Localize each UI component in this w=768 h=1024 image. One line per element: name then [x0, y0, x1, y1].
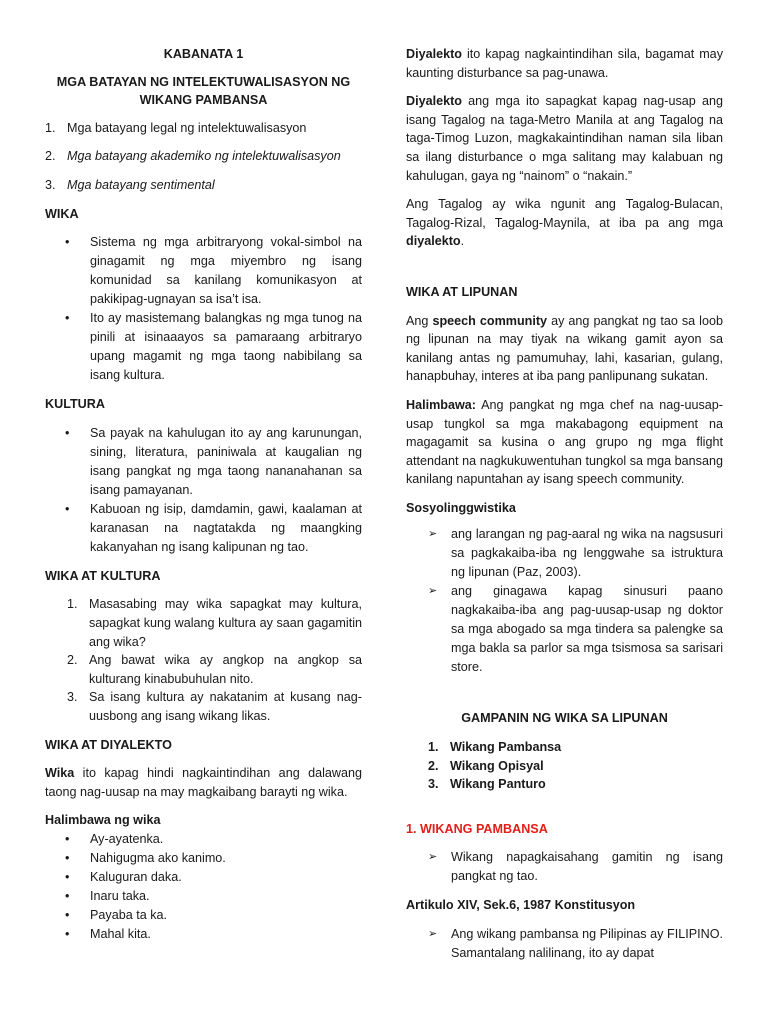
artikulo-heading: Artikulo XIV, Sek.6, 1987 Konstitusyon	[406, 898, 636, 913]
speech-community-example: Halimbawa: Ang pangkat ng mga chef na nag-uusap-usap tungkol sa mga makabagong equipment na magagamit sa kusina o ang grupo ng mga flight attendant na nagkukuwentuhan tungkol sa mga bansang kanilang napuntahan ay isang speech community.	[406, 397, 723, 487]
list-item: 2. Ang bawat wika ay angkop na angkop sa kulturang kinabubuhulan nito.	[67, 653, 362, 686]
list-item: 1. Masasabing may wika sapagkat may kultura, sapagkat kung walang kultura ay saan gagamitin ang wika?	[67, 597, 362, 649]
batayan-list	[45, 119, 362, 195]
bullet-dot-icon: •	[65, 235, 70, 250]
list-item: ➢ Ang wikang pambansa ng Pilipinas ay FILIPINO. Samantalang nalilinang, ito ay dapat	[406, 925, 723, 963]
list-item: 3. Sa isang kultura ay nakatanim at kusang nag-uusbong ang isang wikang likas.	[67, 690, 362, 723]
list-item: ➢ ang ginagawa kapag sinusuri paano nagkakaiba-iba ang pag-uusap-usap ng doktor sa mga abogado sa mga tindera sa palengke sa mga bakla sa parlor sa mga tsismosa sa sarisari store.	[406, 582, 723, 677]
bullet-dot-icon: •	[65, 869, 70, 884]
arrowhead-bullet-icon: ➢	[428, 528, 438, 541]
chapter-label: KABANATA 1	[163, 47, 244, 61]
list-item: • Inaru taka.	[45, 887, 362, 906]
bullet-dot-icon: •	[65, 425, 70, 440]
arrowhead-bullet-icon: ➢	[428, 851, 438, 864]
sosyolinggwistika-list	[406, 525, 723, 677]
wika-kultura-list	[45, 595, 362, 725]
list-item: • Ito ay masistemang balangkas ng mga tunog na pinili at isinaaayos sa pamaraang arbitraryo upang magamit ng mga taong nabibilang sa isang kultura.	[45, 309, 362, 385]
wikang-pambansa-list	[406, 848, 723, 886]
list-item: • Kabuoan ng isip, damdamin, gawi, kaalaman at karanasan na nagtatakda ng maangking kakanyahan ng isang kalipunan ng tao.	[45, 500, 362, 557]
section-heading-gampanin: GAMPANIN NG WIKA SA LIPUNAN	[461, 711, 668, 726]
wika-definition: Wika ito kapag hindi nagkaintindihan ang dalawang taong nag-uusap na may magkaibang barayti ng wika.	[45, 766, 362, 799]
bullet-dot-icon: •	[65, 501, 70, 516]
halimbawa-list	[45, 830, 362, 944]
bullet-dot-icon: •	[65, 831, 70, 846]
kultura-bullets	[45, 424, 362, 557]
left-column	[45, 0, 362, 944]
list-item: • Sistema ng mga arbitraryong vokal-simbol na ginagamit ng mga miyembro ng isang komunidad sa kanilang komunikasyon at pakikipag-ugnayan sa isa’t isa.	[45, 233, 362, 309]
arrowhead-bullet-icon: ➢	[428, 585, 438, 598]
bullet-dot-icon: •	[65, 850, 70, 865]
list-item: 2. Wikang Opisyal	[428, 758, 544, 773]
right-column	[406, 0, 723, 963]
page-title-line1: MGA BATAYAN NG INTELEKTUWALISASYON NG	[56, 74, 351, 89]
list-item: 1. Wikang Pambansa	[428, 740, 562, 755]
arrowhead-bullet-icon: ➢	[428, 928, 438, 941]
list-item: • Sa payak na kahulugan ito ay ang karunungan, sining, literatura, paniniwala at kaugalian ng isang pangkat ng mga taong nananahanan sa isang pamayanan.	[45, 424, 362, 500]
wika-bullets	[45, 233, 362, 385]
section-heading-wika: WIKA	[45, 206, 79, 221]
halimbawa-heading: Halimbawa ng wika	[45, 813, 161, 828]
sosyolinggwistika-heading: Sosyolinggwistika	[406, 500, 516, 515]
list-item: • Payaba ta ka.	[45, 906, 362, 925]
artikulo-list	[406, 925, 723, 963]
diyalekto-definition: Diyalekto ito kapag nagkaintindihan sila, bagamat may kaunting disturbance sa pag-unawa.	[406, 47, 723, 80]
list-item: ➢ ang larangan ng pag-aaral ng wika na nagsusuri sa pagkakaiba-iba ng lenggwahe sa istruktura ng lipunan (Paz, 2003).	[406, 525, 723, 582]
bullet-dot-icon: •	[65, 907, 70, 922]
list-item: 1. Mga batayang legal ng intelektuwalisasyon	[45, 120, 307, 135]
bullet-dot-icon: •	[65, 311, 70, 326]
gampanin-list	[406, 738, 723, 794]
speech-community-definition: Ang speech community ay ang pangkat ng tao sa loob ng lipunan na may tiyak na wikang gamit ayon sa kanilang antas ng pamumuhay, lahi, kasarian, gulang, hanapbuhay, interes at iba pang panlipunang sukatan.	[406, 313, 723, 384]
page-title-line2: WIKANG PAMBANSA	[139, 93, 268, 108]
list-item: 2. Mga batayang akademiko ng intelektuwalisasyon	[45, 149, 341, 164]
list-item: ➢ Wikang napagkaisahang gamitin ng isang pangkat ng tao.	[406, 848, 723, 886]
list-item: 3. Mga batayang sentimental	[45, 177, 215, 192]
list-item: • Mahal kita.	[45, 925, 362, 944]
wikang-pambansa-heading: 1. WIKANG PAMBANSA	[406, 821, 548, 836]
list-item: • Nahigugma ako kanimo.	[45, 849, 362, 868]
bullet-dot-icon: •	[65, 888, 70, 903]
list-item: • Kaluguran daka.	[45, 868, 362, 887]
list-item: 3. Wikang Panturo	[428, 777, 546, 792]
section-heading-wika-at-kultura: WIKA AT KULTURA	[45, 568, 161, 583]
section-heading-wika-at-diyalekto: WIKA AT DIYALEKTO	[45, 737, 172, 752]
diyalekto-explanation: Diyalekto ang mga ito sapagkat kapag nag-usap ang isang Tagalog na taga-Metro Manila at ang Tagalog na taga-Timog Luzon, magkakaintindihan naman sila liban sa ilang disturbance o mga salitang may kalabuan ng kahulugan, gaya ng “nainom” o “nakain.”	[406, 94, 723, 183]
section-heading-kultura: KULTURA	[45, 397, 105, 412]
tagalog-example: Ang Tagalog ay wika ngunit ang Tagalog-Bulacan, Tagalog-Rizal, Tagalog-Maynila, at iba pa ang mga diyalekto.	[406, 197, 723, 249]
list-item: • Ay-ayatenka.	[45, 830, 362, 849]
bullet-dot-icon: •	[65, 926, 70, 941]
section-heading-wika-at-lipunan: WIKA AT LIPUNAN	[406, 284, 518, 299]
